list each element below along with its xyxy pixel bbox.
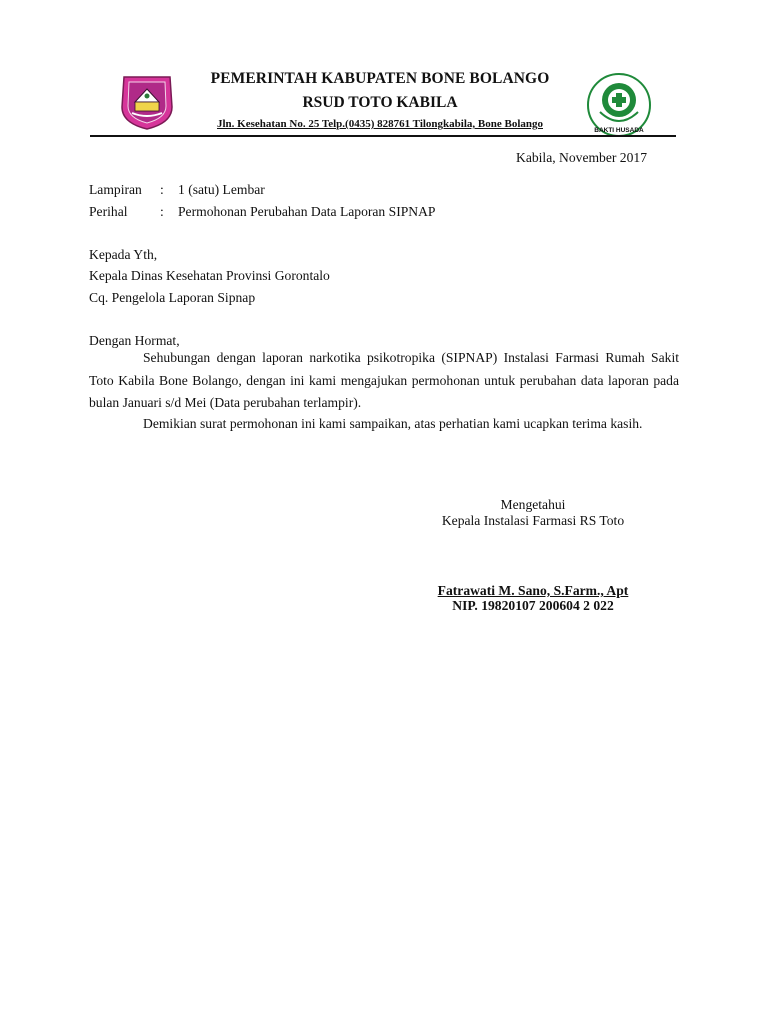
perihal-value: Permohonan Perubahan Data Laporan SIPNAP (178, 204, 436, 219)
letterhead-hospital: RSUD TOTO KABILA (302, 94, 458, 111)
body-paragraph-1: Sehubungan dengan laporan narkotika psikotropika (SIPNAP) Instalasi Farmasi Rumah Sakit Toto Kabila Bone Bolango, dengan ini kami mengajukan permohonan untuk perubahan data laporan pada bulan Januari s/d Mei (Data perubahan terlampir). (89, 350, 679, 410)
lampiran-value: 1 (satu) Lembar (178, 182, 265, 197)
letterhead-divider (90, 135, 676, 137)
regency-crest-icon (118, 73, 176, 131)
recipient-line-2: Kepala Dinas Kesehatan Provinsi Gorontalo (89, 268, 330, 283)
signature-title: Kepala Instalasi Farmasi RS Toto (441, 513, 625, 528)
letterhead-government: PEMERINTAH KABUPATEN BONE BOLANGO (210, 70, 550, 87)
signatory-nip: NIP. 19820107 200604 2 022 (452, 598, 614, 613)
greeting: Dengan Hormat, (89, 333, 180, 348)
recipient-line-3: Cq. Pengelola Laporan Sipnap (89, 290, 256, 305)
letterhead-address: Jln. Kesehatan No. 25 Telp.(0435) 828761 Tilongkabila, Bone Bolango (217, 118, 543, 130)
perihal-separator: : (160, 204, 164, 219)
signatory-name: Fatrawati M. Sano, S.Farm., Apt (437, 583, 629, 598)
bakti-husada-icon (586, 72, 652, 138)
lampiran-label: Lampiran (89, 182, 142, 197)
body-paragraph-2: Demikian surat permohonan ini kami sampaikan, atas perhatian kami ucapkan terima kasih. (143, 416, 643, 431)
recipient-line-1: Kepada Yth, (89, 247, 158, 262)
bakti-husada-logo-text: BAKTI HUSADA (594, 127, 644, 134)
perihal-label: Perihal (89, 204, 128, 219)
signature-acknowledged: Mengetahui (500, 497, 566, 512)
letter-date: Kabila, November 2017 (516, 150, 647, 165)
lampiran-separator: : (160, 182, 164, 197)
